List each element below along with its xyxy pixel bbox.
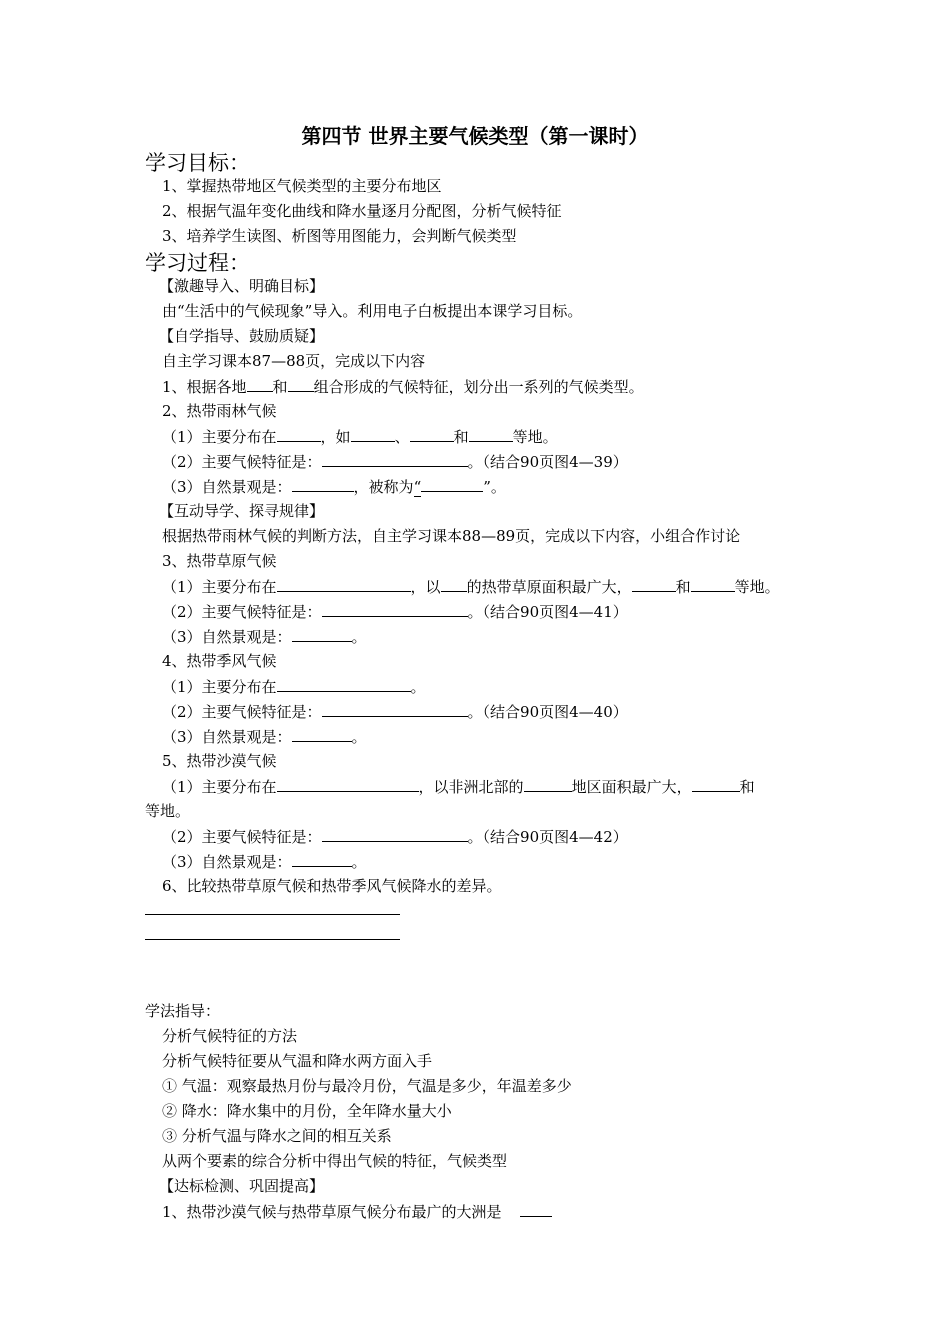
answer-blank[interactable] [351,426,395,442]
answer-blank[interactable] [247,376,273,392]
answer-blank[interactable] [469,426,513,442]
method-item: 分析气候特征的方法 [162,1027,298,1045]
text: （3）自然景观是： [162,728,292,746]
section-title: 【互动导学、探寻规律】 [159,502,325,520]
answer-blank[interactable] [292,626,352,642]
goal-item: 3、培养学生读图、析图等用图能力，会判断气候类型 [162,227,517,245]
question-5-1-cont: 等地。 [145,802,191,820]
question-4-3 [162,726,367,747]
text: （1）主要分布在 [162,678,277,696]
answer-blank[interactable] [277,426,321,442]
text: （1）主要分布在 [162,778,277,796]
page-title: 第四节 世界主要气候类型（第一课时） [301,124,649,148]
text: 地区面积最广大， [571,778,692,796]
answer-blank[interactable] [277,576,411,592]
answer-blank[interactable] [292,851,352,867]
question-4-1 [162,676,426,697]
paragraph: 根据热带雨林气候的判断方法，自主学习课本88—89页，完成以下内容，小组合作讨论 [162,527,741,545]
text: （3）自然景观是： [162,628,292,646]
method-item: ① 气温：观察最热月份与最冷月份，气温是多少，年温差多少 [162,1077,572,1095]
text: 和 [453,428,469,446]
answer-blank[interactable] [277,776,419,792]
process-heading: 学习过程： [145,251,250,275]
question-3-title: 3、热带草原气候 [162,552,277,570]
question-5-title: 5、热带沙漠气候 [162,752,277,770]
question-5-1 [162,776,755,797]
question-3-1 [162,576,780,597]
text: 组合形成的气候特征，划分出一系列的气候类型。 [313,378,644,396]
goals-heading: 学习目标： [145,151,250,175]
answer-blank[interactable] [322,701,468,717]
method-heading: 学法指导： [145,1002,221,1020]
text: （3）自然景观是： [162,853,292,871]
text: ，如 [320,428,351,446]
question-2-1 [162,426,558,447]
test-question-1 [162,1201,552,1222]
answer-blank[interactable] [421,476,483,492]
text: （2）主要气候特征是： [162,828,322,846]
text: ，以非洲北部的 [418,778,524,796]
text: （3）自然景观是： [162,478,292,496]
answer-blank[interactable] [288,376,314,392]
answer-line[interactable] [145,914,400,915]
question-2-title: 2、热带雨林气候 [162,402,277,420]
section-title: 【自学指导、鼓励质疑】 [159,327,325,345]
answer-line[interactable] [145,939,400,940]
text: 1、根据各地 [162,378,247,396]
text: 。（结合90页图4—42） [467,828,628,846]
answer-blank[interactable] [277,676,411,692]
method-item: ③ 分析气温与降水之间的相互关系 [162,1127,392,1145]
question-6: 6、比较热带草原气候和热带季风气候降水的差异。 [162,877,502,895]
answer-blank[interactable] [520,1201,552,1217]
answer-blank[interactable] [322,601,468,617]
answer-blank[interactable] [632,576,676,592]
answer-blank[interactable] [322,826,468,842]
answer-blank[interactable] [441,576,467,592]
answer-blank[interactable] [692,776,740,792]
text: （1）主要分布在 [162,428,277,446]
answer-blank[interactable] [691,576,735,592]
question-2-3 [162,476,506,497]
text: 。 [351,728,367,746]
goal-item: 2、根据气温年变化曲线和降水量逐月分配图，分析气候特征 [162,202,562,220]
text: 。（结合90页图4—41） [467,603,628,621]
answer-blank[interactable] [322,451,468,467]
question-1 [162,376,644,397]
answer-blank[interactable] [292,726,352,742]
method-item: 分析气候特征要从气温和降水两方面入手 [162,1052,433,1070]
paragraph: 自主学习课本87—88页，完成以下内容 [162,352,426,370]
text: 等地。 [512,428,558,446]
text: （1）主要分布在 [162,578,277,596]
text: （2）主要气候特征是： [162,453,322,471]
question-4-2 [162,701,628,722]
text: 、 [394,428,410,446]
text: 和 [272,378,288,396]
method-item: 从两个要素的综合分析中得出气候的特征，气候类型 [162,1152,508,1170]
answer-blank[interactable] [524,776,572,792]
text: ”。 [483,478,506,496]
text: 。（结合90页图4—39） [467,453,628,471]
section-title: 【激趣导入、明确目标】 [159,277,325,295]
text: 等地。 [734,578,780,596]
text: 。 [410,678,426,696]
text: （2）主要气候特征是： [162,703,322,721]
section-title: 【达标检测、巩固提高】 [159,1177,325,1195]
question-5-2 [162,826,628,847]
goal-item: 1、掌握热带地区气候类型的主要分布地区 [162,177,442,195]
text: 和 [675,578,691,596]
answer-blank[interactable] [292,476,354,492]
text: 的热带草原面积最广大， [466,578,632,596]
question-3-2 [162,601,628,622]
text: 和 [739,778,755,796]
question-4-title: 4、热带季风气候 [162,652,277,670]
method-item: ② 降水：降水集中的月份，全年降水量大小 [162,1102,452,1120]
text: （2）主要气候特征是： [162,603,322,621]
answer-blank[interactable] [410,426,454,442]
paragraph: 由“生活中的气候现象”导入。利用电子白板提出本课学习目标。 [162,302,583,320]
text: 。 [351,628,367,646]
question-5-3 [162,851,367,872]
text: 。 [351,853,367,871]
question-2-2 [162,451,628,472]
text: ，被称为 [353,478,414,496]
text: ，以 [410,578,441,596]
text: “ [413,478,422,496]
text: 。（结合90页图4—40） [467,703,628,721]
question-3-3 [162,626,367,647]
text: 1、热带沙漠气候与热带草原气候分布最广的大洲是 [162,1203,502,1221]
